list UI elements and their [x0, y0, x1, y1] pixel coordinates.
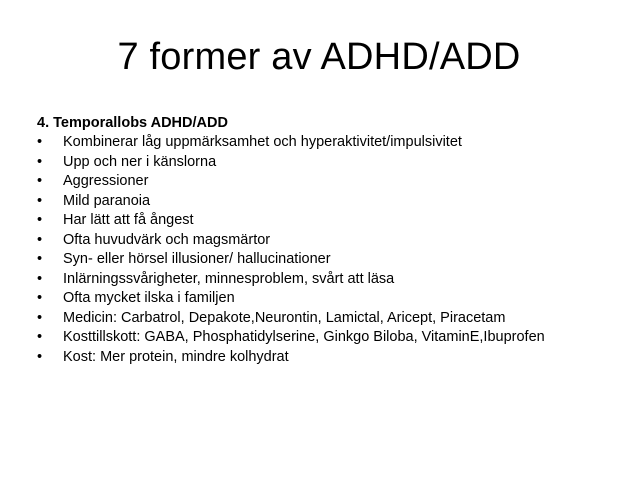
list-item-text: Ofta huvudvärk och magsmärtor	[63, 231, 271, 248]
list-item	[37, 172, 627, 192]
list-item	[37, 328, 627, 348]
bullet-list	[37, 133, 627, 367]
bullet-icon: •	[37, 251, 43, 267]
list-item-text: Inlärningssvårigheter, minnesproblem, svårt att läsa	[63, 270, 395, 287]
bullet-icon: •	[37, 153, 43, 170]
list-item	[37, 289, 627, 309]
slide-content	[37, 114, 627, 367]
list-item-text: Syn- eller hörsel illusioner/ hallucinationer	[63, 251, 331, 267]
bullet-icon: •	[37, 270, 43, 287]
list-item	[37, 133, 627, 153]
list-item-text: Upp och ner i känslorna	[63, 153, 217, 170]
list-item-text: Kosttillskott: GABA, Phosphatidylserine, Ginkgo Biloba, VitaminE,Ibuprofen	[63, 329, 545, 345]
slide-title: 7 former av ADHD/ADD	[117, 36, 521, 78]
list-item-text: Ofta mycket ilska i familjen	[63, 290, 235, 306]
bullet-icon: •	[37, 348, 43, 365]
bullet-icon: •	[37, 173, 43, 189]
list-item	[37, 270, 627, 290]
bullet-icon: •	[37, 212, 43, 228]
bullet-icon: •	[37, 290, 43, 306]
list-item-text: Aggressioner	[63, 173, 149, 189]
list-item-text: Mild paranoia	[63, 192, 151, 209]
bullet-icon: •	[37, 134, 43, 150]
list-item-text: Kombinerar låg uppmärksamhet och hyperaktivitet/impulsivitet	[63, 134, 462, 150]
list-item	[37, 211, 627, 231]
bullet-icon: •	[37, 231, 43, 248]
list-item-text: Medicin: Carbatrol, Depakote,Neurontin, Lamictal, Aricept, Piracetam	[63, 309, 506, 326]
list-item	[37, 231, 627, 251]
bullet-icon: •	[37, 192, 43, 209]
list-item-text: Kost: Mer protein, mindre kolhydrat	[63, 348, 289, 365]
list-item	[37, 153, 627, 173]
list-item	[37, 250, 627, 270]
bullet-icon: •	[37, 309, 43, 326]
list-item	[37, 348, 627, 368]
bullet-icon: •	[37, 329, 43, 345]
list-item	[37, 309, 627, 329]
list-item-text: Har lätt att få ångest	[63, 212, 194, 228]
section-heading: 4. Temporallobs ADHD/ADD	[37, 115, 228, 131]
list-item	[37, 192, 627, 212]
